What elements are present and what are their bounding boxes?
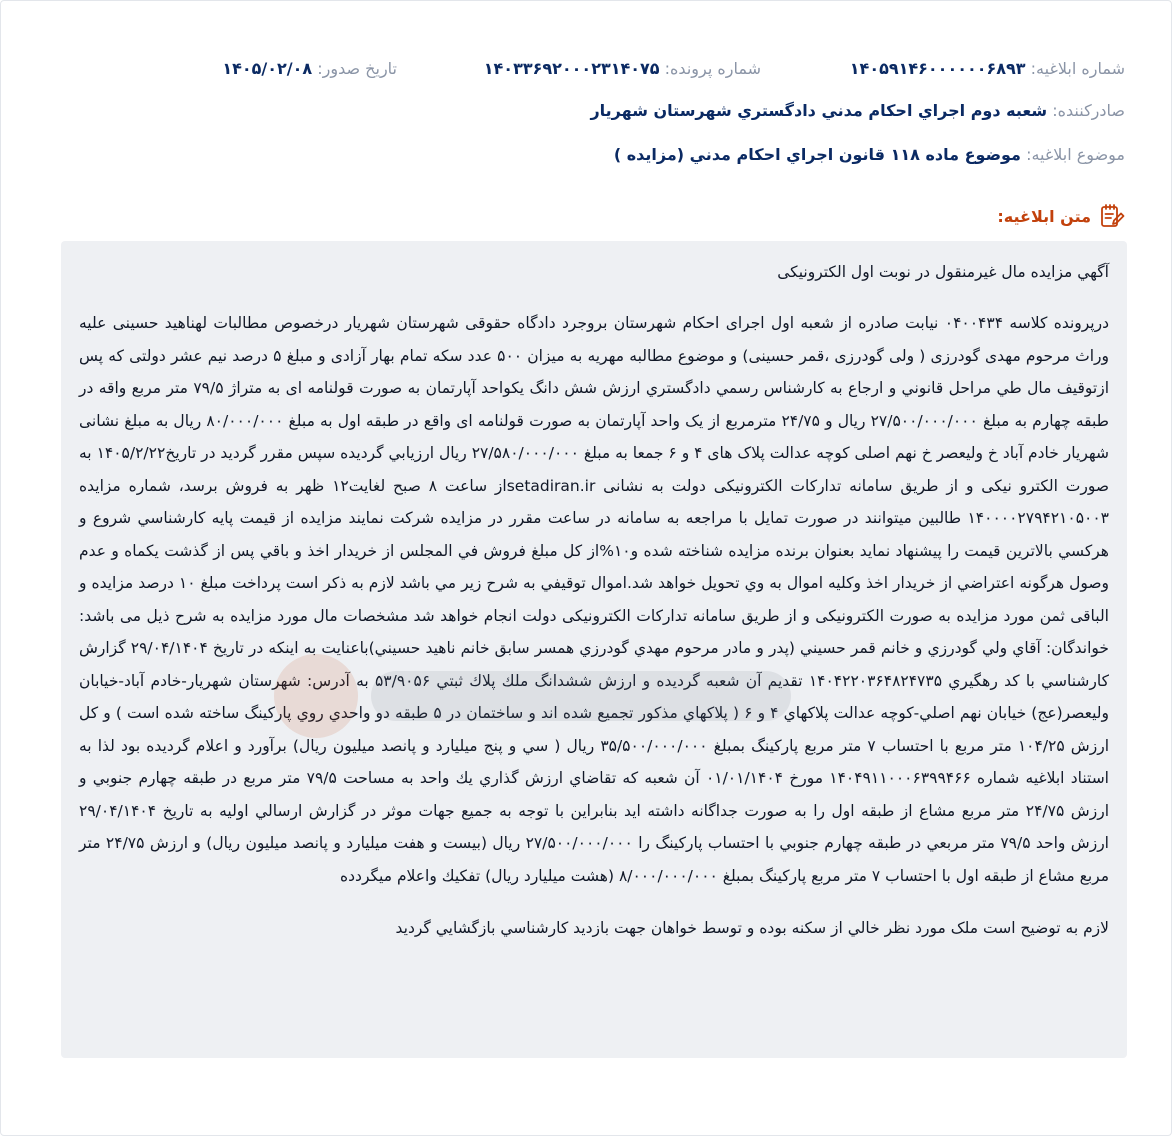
issuer-row: [47, 101, 1125, 120]
notice-number: [850, 59, 1125, 78]
notice-text-heading: [997, 203, 1125, 229]
issue-date: [222, 59, 397, 78]
case-number-value: ۱۴۰۳۳۶۹۲۰۰۰۲۳۱۴۰۷۵: [483, 59, 660, 78]
notice-number-label: شماره ابلاغیه:: [1030, 59, 1125, 78]
auction-body: درپرونده کلاسه ۰۴۰۰۴۳۴ نیابت صادره از شعبه اول اجرای احکام شهرستان بروجرد دادگاه حقوقی شهرستان شهریار درخصوص مطالبات لهناهید حسینی علیه وراث مرحوم مهدی گودرزی ( ولی گودرزی ،قمر حسینی) و موضوع مطالبه مهریه به میزان ۵۰۰ عدد سکه تمام بهار آزادی و مبلغ ۵ درصد نیم عشر دولتی که پس ازتوقيف مال طي مراحل قانوني و ارجاع به كارشناس رسمي دادگستري ارزش شش دانگ یکواحد آپارتمان به صورت قولنامه ای به متراژ ۷۹/۵ متر مربع واقه در طبقه چهارم به مبلغ ۲۷/۵۰۰/۰۰۰/۰۰۰ ریال و ۲۴/۷۵ مترمربع از یک واحد آپارتمان به صورت قولنامه ای واقع در طبقه اول به مبلغ ۸۰/۰۰۰/۰۰۰ ریال به مبلغ نشانی شهریار خادم آباد خ ولیعصر خ نهم اصلی کوچه عدالت پلاک های ۴ و ۶ جمعا به مبلغ ۲۷/۵۸۰/۰۰۰/۰۰۰ ريال ارزيابي گرديده سپس مقرر گرديد در تاريخ۱۴۰۵/۲/۲۲ به صورت الکترو نیکی و از طریق سامانه تدارکات الکترونیکی دولت به نشانی setadiran.irاز ساعت ۸ صبح لغایت۱۲ ظهر به فروش برسد، شماره مزایده ۱۴۰۰۰۰۲۷۹۴۲۱۰۵۰۰۳ طالبین میتوانند در صورت تمایل با مراجعه به سامانه در ساعت مقرر در مزايده شركت نمايند مزايده از قيمت پايه كارشناسي شروع و هركسي بالاترين قيمت را پيشنهاد نمايد بعنوان برنده مزايده شناخته شده و۱۰%از كل مبلغ فروش في المجلس از خريدار اخذ و باقي پس از گذشت يكماه و عدم وصول هرگونه اعتراضي از خريدار اخذ وكليه اموال به وي تحويل خواهد شد.اموال توقيفي به شرح زير مي باشد لازم به ذکر است پرداخت مبلغ ۱۰ درصد مزایده و الباقی ثمن مورد مزایده به صورت الکترونیکی و از طریق سامانه تدارکات الکترونیکی دولت انجام خواهد شد مشخصات مال مورد مزایده به شرح ذیل می باشد: خواندگان: آقاي ولي گودرزي و خانم قمر حسيني (پدر و مادر مرحوم مهدي گودرزي همسر سابق خانم ناهيد حسيني)باعنايت به اينكه در تاريخ ۲۹/۰۴/۱۴۰۴ گزارش كارشناسي با كد رهگيري ۱۴۰۴۲۲۰۳۶۴۸۲۴۷۳۵ تقديم آن شعبه گرديده و ارزش ششدانگ ملك پلاك ثبتي ۵۳/۹۰۵۶ به آدرس: شهرستان شهريار-خادم آباد-خيابان وليعصر(عج) خيابان نهم اصلي-كوچه عدالت پلاكهاي ۴ و ۶ ( پلاكهاي مذكور تجميع شده اند و ساختمان در ۵ طبقه دو واحدي روي پاركينگ ساخته شده است ) و كل ارزش ۱۰۴/۲۵ متر مربع با احتساب ۷ متر مربع پاركينگ بمبلغ ۳۵/۵۰۰/۰۰۰/۰۰۰ ريال ( سي و پنج ميليارد و پانصد ميليون ريال) برآورد و اعلام گرديده بود لذا به استناد ابلاغيه شماره ۱۴۰۴۹۱۱۰۰۰۶۳۹۹۴۶۶ مورخ ۰۱/۰۱/۱۴۰۴ آن شعبه كه تقاضاي ارزش گذاري يك واحد به مساحت ۷۹/۵ متر مربع در طبقه چهارم جنوبي و ارزش ۲۴/۷۵ متر مربع مشاع از طبقه اول را به صورت جداگانه داشته ايد بنابراين با توجه به جميع جهات موثر در گزارش ارسالي اوليه به تاريخ ۲۹/۰۴/۱۴۰۴ ارزش واحد ۷۹/۵ متر مربعي در طبقه چهارم جنوبي با احتساب پاركينگ را ۲۷/۵۰۰/۰۰۰/۰۰۰ ريال (بيست و هفت ميليارد و پانصد ميليون ريال) و ارزش ۲۴/۷۵ متر مربع مشاع از طبقه اول با احتساب ۷ متر مربع پاركينگ بمبلغ ۸/۰۰۰/۰۰۰/۰۰۰ (هشت ميليارد ريال) تفكيك واعلام ميگردده: [79, 314, 1110, 885]
subject-label: موضوع ابلاغیه:: [1026, 145, 1125, 164]
issue-date-label: تاریخ صدور:: [317, 59, 397, 78]
case-number: [484, 59, 761, 78]
case-number-label: شماره پرونده:: [664, 59, 761, 78]
subject-value: موضوع ماده ۱۱۸ قانون اجراي احكام مدني (مزايده ): [613, 145, 1021, 164]
notice-number-value: ۱۴۰۵۹۱۴۶۰۰۰۰۰۰۶۸۹۳: [849, 59, 1026, 78]
auction-footer-note: لازم به توضیح است ملک مورد نظر خالي از سكنه بوده و توسط خواهان جهت بازديد كارشناسي بازگشايي گرديد: [395, 919, 1109, 937]
notice-body: [61, 241, 1127, 1058]
document-edit-icon: [1099, 203, 1125, 229]
subject-row: [47, 145, 1125, 164]
meta-row-numbers: [47, 59, 1125, 83]
issue-date-value: ۱۴۰۵/۰۲/۰۸: [222, 59, 313, 78]
notice-text-title: متن ابلاغیه:: [997, 206, 1091, 226]
auction-title: آگهي مزايده مال غيرمنقول در نوبت اول الكترونيكی: [777, 263, 1109, 281]
issuer-label: صادرکننده:: [1052, 101, 1125, 120]
issuer-value: شعبه دوم اجراي احكام مدني دادگستري شهرستان شهريار: [590, 101, 1048, 120]
